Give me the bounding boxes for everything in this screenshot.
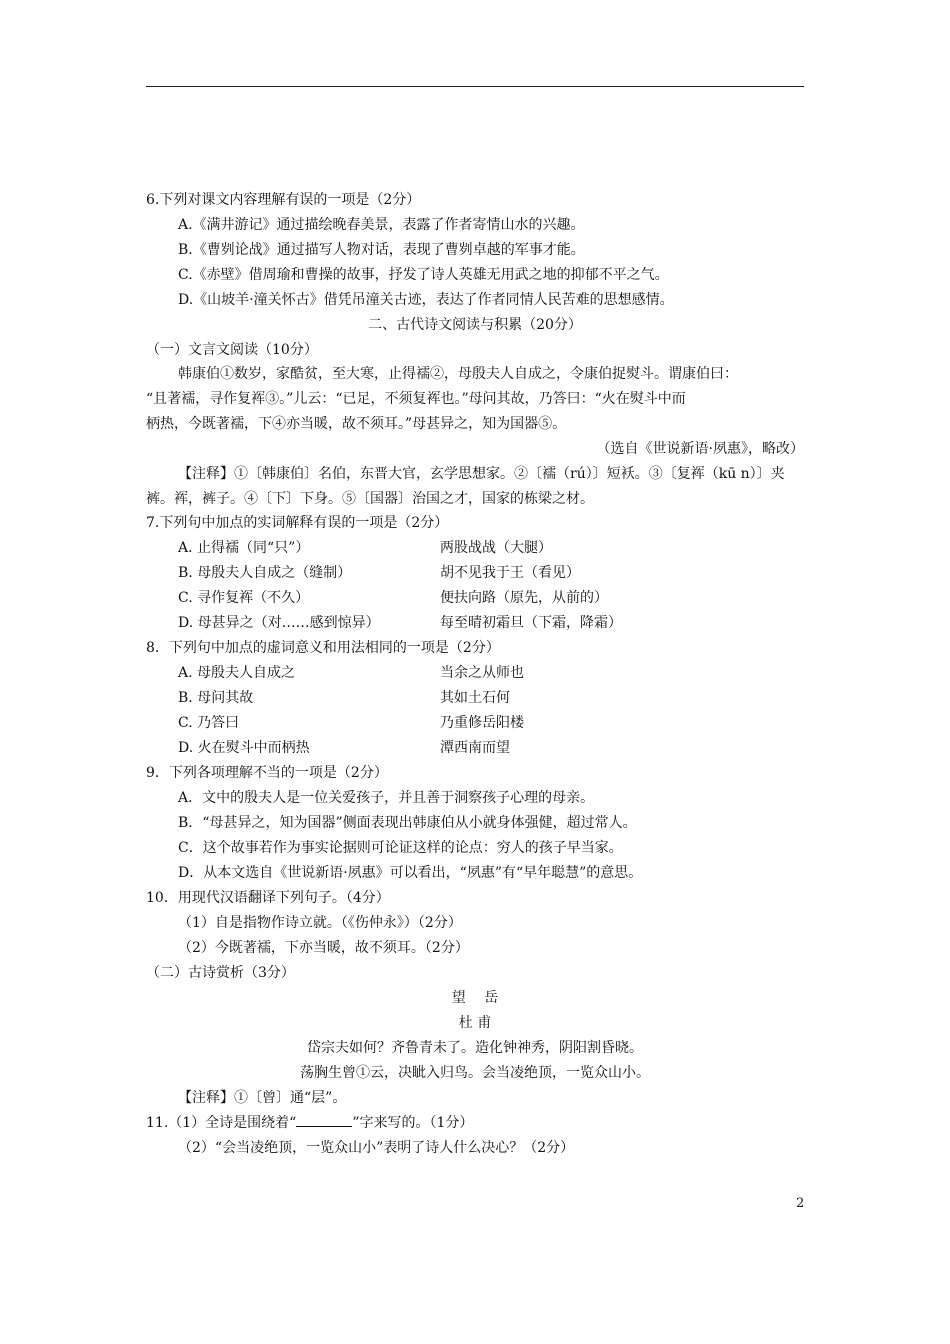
q8-a-right: 当余之从师也 — [440, 665, 524, 681]
q6-option-d: D.《山坡羊·潼关怀古》借凭吊潼关古迹，表达了作者同情人民苦难的思想感情。 — [178, 292, 674, 308]
q9-option-d: D．从本文选自《世说新语·夙惠》可以看出，“夙惠”有“早年聪慧”的意思。 — [178, 865, 643, 881]
q7-d-left: D. 母甚异之（对……感到惊异） — [178, 615, 380, 631]
page-number: 2 — [796, 1196, 805, 1211]
q7-option-c — [178, 588, 608, 608]
q9-option-b: B．“母甚异之，知为国器”侧面表现出韩康伯从小就身体强健，超过常人。 — [178, 815, 637, 831]
q7-a-left: A. 止得襦（同“只”） — [178, 540, 310, 556]
q11-sentence-2: （2）“会当凌绝顶，一览众山小”表明了诗人什么决心？（2分） — [178, 1140, 575, 1156]
q8-option-d — [178, 738, 510, 758]
q10-sentence-1: （1）自是指物作诗立就。（《伤仲永》）（2分） — [178, 915, 462, 931]
q7-b-left: B. 母殷夫人自成之（缝制） — [178, 565, 352, 581]
q6-stem: 6.下列对课文内容理解有误的一项是（2分） — [146, 192, 421, 208]
poem-note: 【注释】①〔曾〕通“层”。 — [178, 1090, 347, 1106]
q11-s1-post: ”字来写的。（1分） — [352, 1115, 474, 1131]
q9-option-a: A．文中的殷夫人是一位关爱孩子，并且善于洞察孩子心理的母亲。 — [178, 790, 595, 806]
q8-option-a — [178, 663, 524, 683]
q6-option-a: A.《满井游记》通过描绘晚春美景，表露了作者寄情山水的兴趣。 — [178, 217, 585, 233]
q7-a-right: 两股战战（大腿） — [440, 540, 552, 556]
q7-c-right: 便扶向路（原先，从前的） — [440, 590, 608, 606]
passage-line-1: 韩康伯①数岁，家酷贫，至大寒，止得襦②，母殷夫人自成之，令康伯捉熨斗。谓康伯曰： — [178, 366, 738, 382]
q8-option-c — [178, 713, 524, 733]
notes-line-2: 裤。裈，裤子。④〔下〕下身。⑤〔国器〕治国之才，国家的栋梁之材。 — [146, 491, 594, 507]
q6-option-c: C.《赤壁》借周瑜和曹操的故事，抒发了诗人英雄无用武之地的抑郁不平之气。 — [178, 267, 669, 283]
q8-b-left: B. 母问其故 — [178, 690, 254, 706]
q8-c-left: C. 乃答曰 — [178, 715, 240, 731]
poem-line-1: 岱宗夫如何？齐鲁青未了。造化钟神秀，阴阳割昏晓。 — [307, 1040, 643, 1056]
section2-title: 二、古代诗文阅读与积累（20分） — [368, 317, 582, 333]
q8-b-right: 其如土石何 — [440, 690, 510, 706]
q7-b-right: 胡不见我于王（看见） — [440, 565, 580, 581]
q11-sentence-1 — [146, 1113, 473, 1133]
q7-c-left: C. 寻作复裈（不久） — [178, 590, 310, 606]
q9-option-c: C．这个故事若作为事实论据则可论证这样的论点：穷人的孩子早当家。 — [178, 840, 623, 856]
part1-title: （一）文言文阅读（10分） — [146, 342, 318, 358]
q7-stem: 7.下列句中加点的实词解释有误的一项是（2分） — [146, 515, 449, 531]
q11-s1-pre: 11.（1）全诗是围绕着“ — [146, 1115, 297, 1131]
q7-option-d — [178, 613, 622, 633]
q8-option-b — [178, 688, 510, 708]
q7-option-a — [178, 538, 552, 558]
poem-author: 杜 甫 — [458, 1015, 492, 1031]
q10-stem: 10．用现代汉语翻译下列句子。（4分） — [146, 890, 390, 906]
passage-line-3: 柄热，今既著襦，下④亦当暖，故不须耳。”母甚异之，知为国器⑤。 — [146, 416, 567, 432]
poem-title: 望 岳 — [451, 990, 499, 1006]
poem-line-2: 荡胸生曾①云，决眦入归鸟。会当凌绝顶，一览众山小。 — [300, 1065, 650, 1081]
q8-stem: 8．下列句中加点的虚词意义和用法相同的一项是（2分） — [146, 640, 500, 656]
q8-d-right: 潭西南而望 — [440, 740, 510, 756]
notes-line-1: 【注释】①〔韩康伯〕名伯，东晋大官，玄学思想家。②〔襦（rú）〕短袄。③〔复裈（kū n）〕夹 — [178, 466, 785, 482]
q8-a-left: A. 母殷夫人自成之 — [178, 665, 296, 681]
q7-d-right: 每至晴初霜旦（下霜，降霜） — [440, 615, 622, 631]
passage-line-2: “且著襦，寻作复裈③。”儿云：“已足，不须复裈也。”母问其故，乃答曰：“火在熨斗中而 — [146, 391, 686, 407]
part2-title: （二）古诗赏析（3分） — [146, 965, 295, 981]
q6-option-b: B.《曹刿论战》通过描写人物对话，表现了曹刿卓越的军事才能。 — [178, 242, 585, 258]
q8-d-left: D. 火在熨斗中而柄热 — [178, 740, 310, 756]
answer-blank[interactable] — [296, 1114, 352, 1127]
q9-stem: 9．下列各项理解不当的一项是（2分） — [146, 765, 388, 781]
header-rule — [146, 86, 804, 87]
q7-option-b — [178, 563, 580, 583]
q10-sentence-2: （2）今既著襦，下亦当暖，故不须耳。（2分） — [178, 940, 469, 956]
q8-c-right: 乃重修岳阳楼 — [440, 715, 524, 731]
passage-source: （选自《世说新语·夙惠》，略改） — [596, 441, 804, 457]
